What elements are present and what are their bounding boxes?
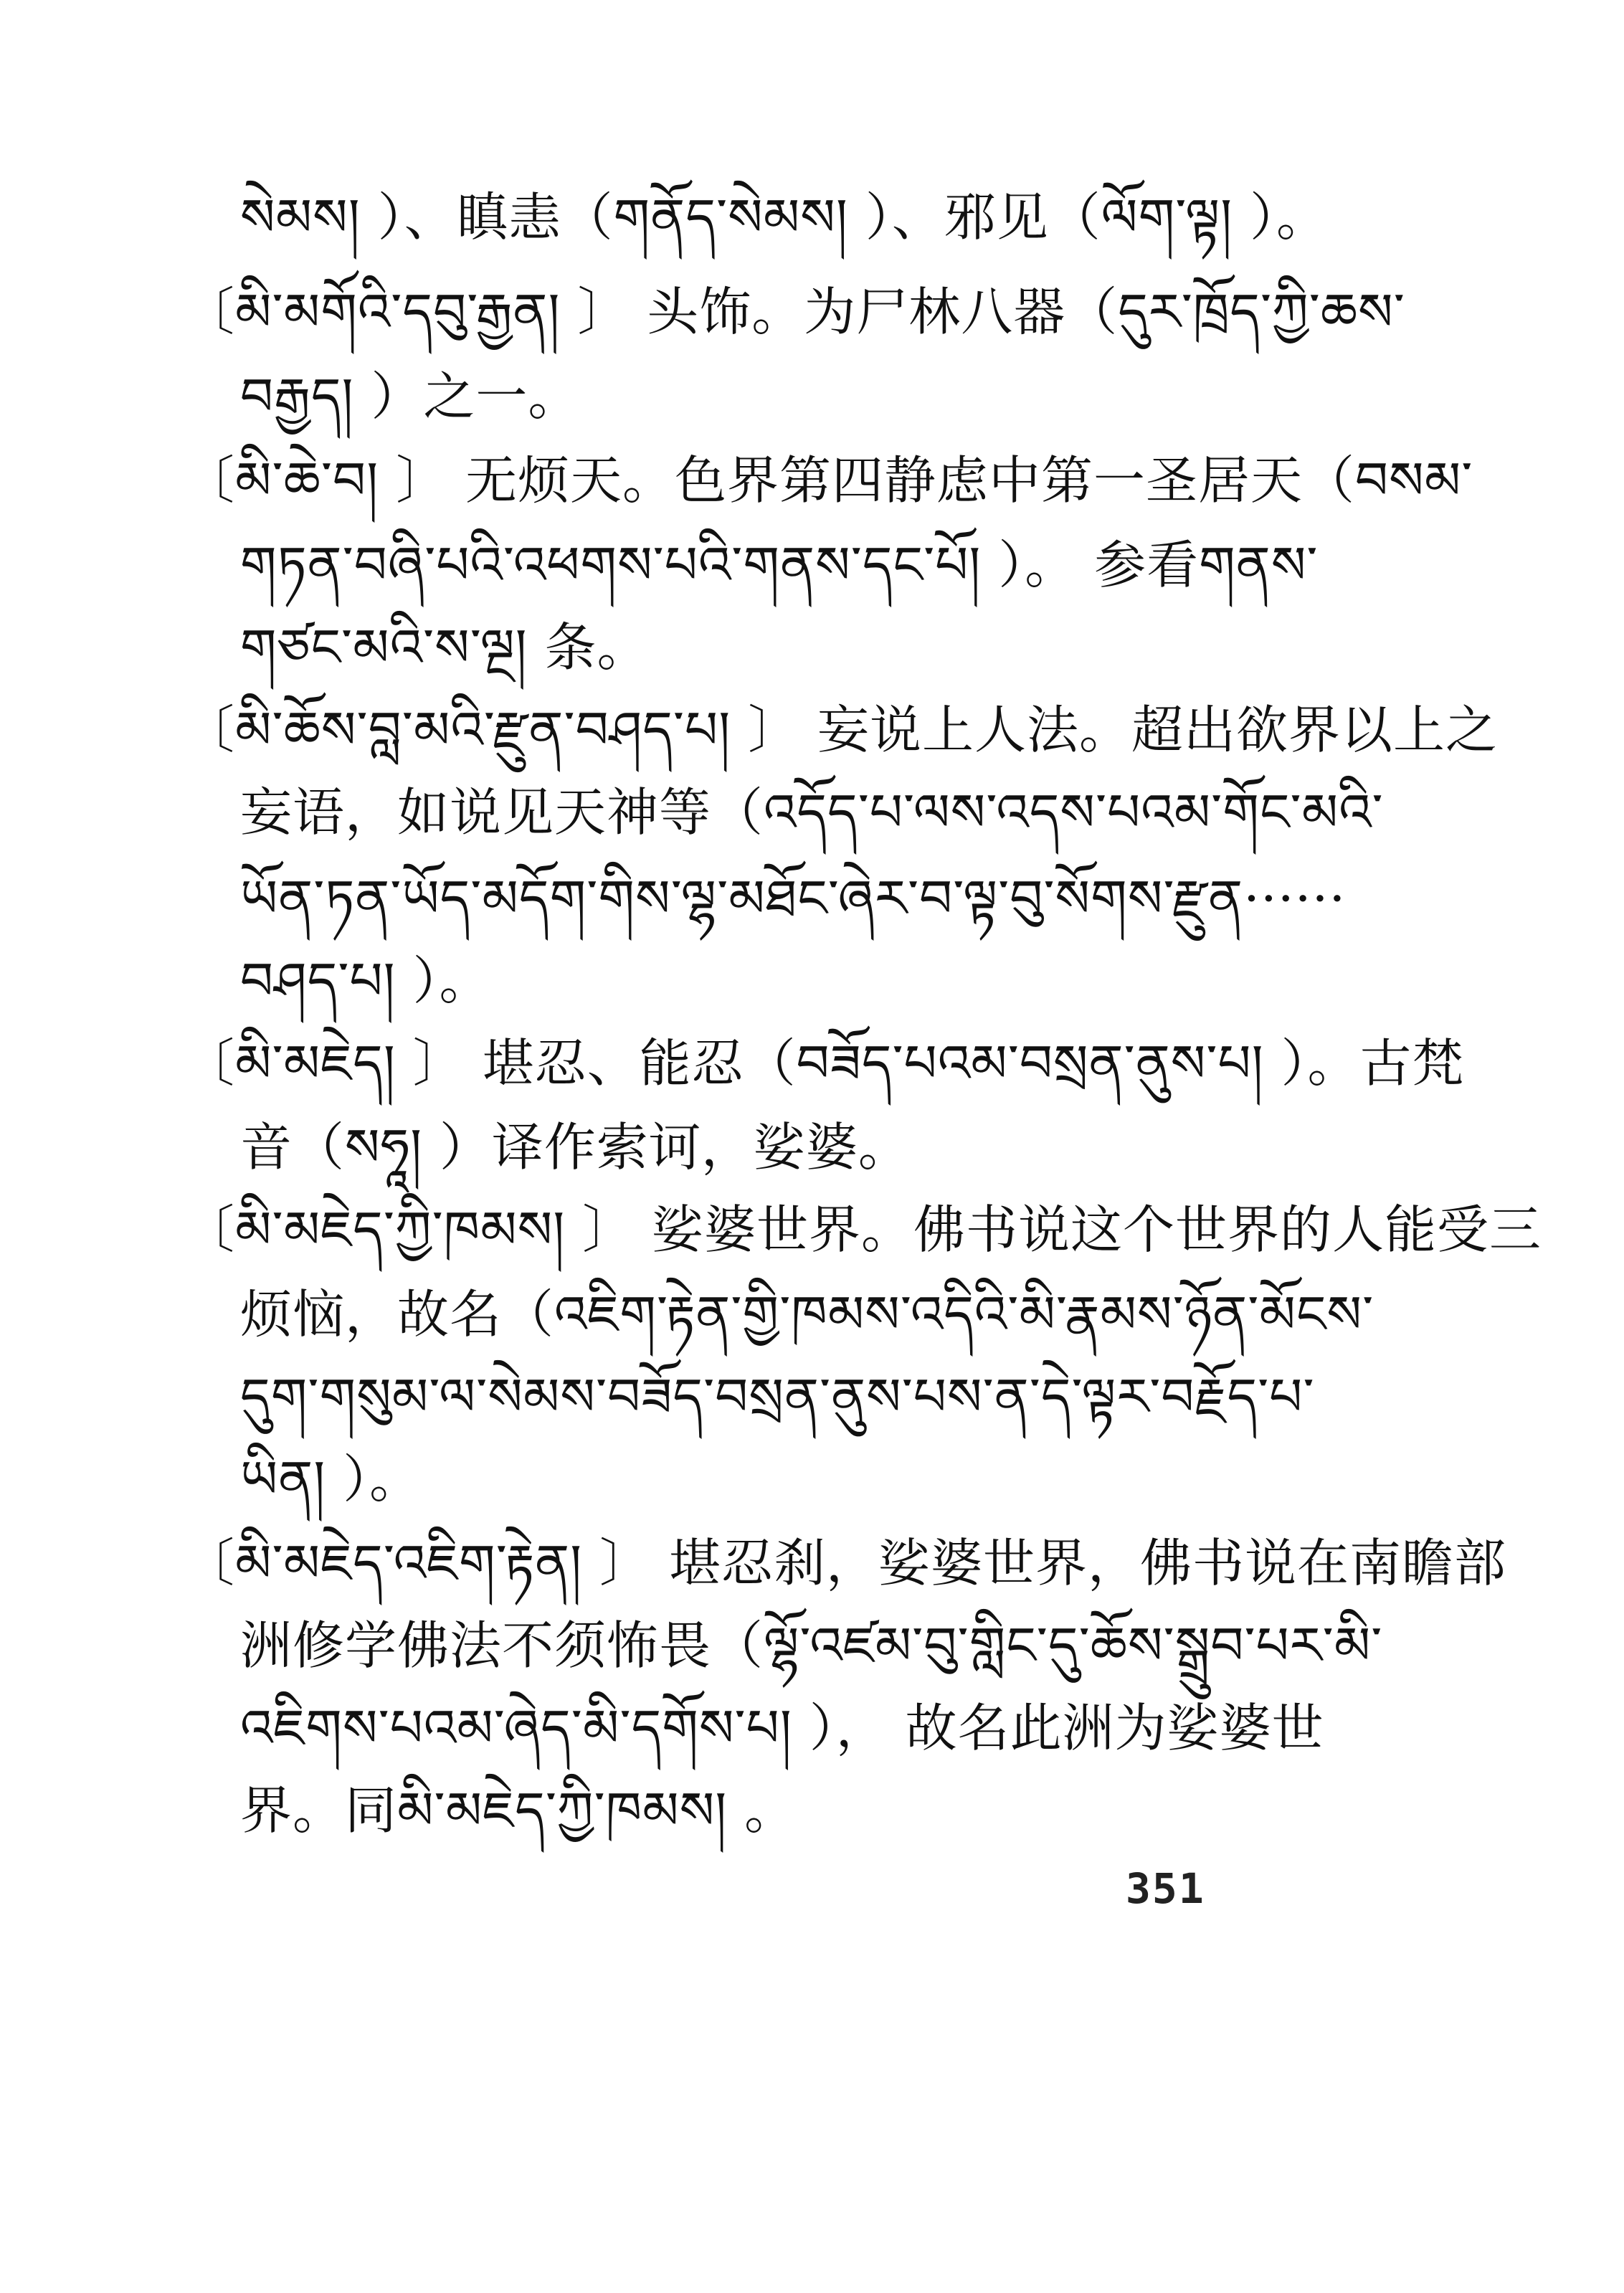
text-line: 妄语，如说见天神等（འདོད་པ་ལས་འདས་པའམ་གོང་མའི་	[240, 782, 1384, 842]
text-line: 烦恼，故名（འཇིག་རྟེན་གྱི་ཁམས་འདིའི་མི་རྣམས་ཉོན་མོངས་	[240, 1284, 1374, 1344]
entry-headline: 〔མི་ཆེ་བ། 〕 无烦天。色界第四静虑中第一圣居天（བསམ་	[183, 450, 1473, 511]
text-line: བཤད་པ། ）。	[240, 951, 492, 1011]
entry-headline: 〔མི་མཇེད་ཀྱི་ཁམས། 〕 娑婆世界。佛书说这个世界的人能受三	[183, 1200, 1542, 1260]
entry-headline: 〔མི་ཆོས་བླ་མའི་རྫུན་བཤད་པ། 〕 妄说上人法。超出欲界以上之	[183, 700, 1498, 760]
text-line: སེམས། ）、瞋恚（གནོད་སེམས། ）、邪见（ལོག་ལྟ། ）。	[240, 187, 1329, 247]
text-line: གཏན་བཞི་པའི་འཕགས་པའི་གནས་དང་པོ། ）。 参看གནས་	[240, 535, 1319, 595]
text-line: ཡིན། ）。	[240, 1449, 422, 1509]
text-line: འཇིགས་པའམ་ཞེད་མི་དགོས་པ། ）， 故名此洲为娑婆世	[240, 1698, 1324, 1758]
text-line: དུག་གསུམ་ལ་སེམས་བཟོད་བསྲན་ནུས་པས་ན་དེ་ལྟར་བརྗོད་པ་	[240, 1367, 1315, 1427]
text-line: གཙང་མའི་ས་ལྔ། 条。	[240, 617, 650, 678]
text-line: 音（སཧཱ། ）译作索诃，娑婆。	[240, 1117, 911, 1177]
text-line: བརྒྱད། ）之一。	[240, 366, 581, 427]
text-line: 界。同མི་མཇེད་ཀྱི་ཁམས། 。	[240, 1780, 797, 1841]
entry-headline: 〔མི་མཇེད་འཇིག་རྟེན། 〕 堪忍刹，娑婆世界，佛书说在南瞻部	[183, 1533, 1506, 1593]
page-number: 351	[1126, 1864, 1205, 1913]
text-line: 洲修学佛法不须怖畏（ལྷོ་འཛམ་བུ་གླིང་དུ་ཆོས་སྒྲུབ་པར་མི་	[240, 1615, 1383, 1676]
entry-headline: 〔མི་མགོའི་དབུ་རྒྱན། 〕 头饰。为尸林八器（དུར་ཁྲོད་ཀྱི་ཆས་	[183, 282, 1405, 342]
text-line: ཡོན་ཏན་ཡོད་མདོག་གིས་ལྷ་མཐོང་ཞེར་བ་ལྟ་བུ་སོགས་རྫུན······	[240, 868, 1347, 929]
entry-headline: 〔མི་མཇེད། 〕 堪忍、能忍（བཟོད་པའམ་བསྲན་ནུས་པ། ）。古梵	[183, 1033, 1465, 1093]
